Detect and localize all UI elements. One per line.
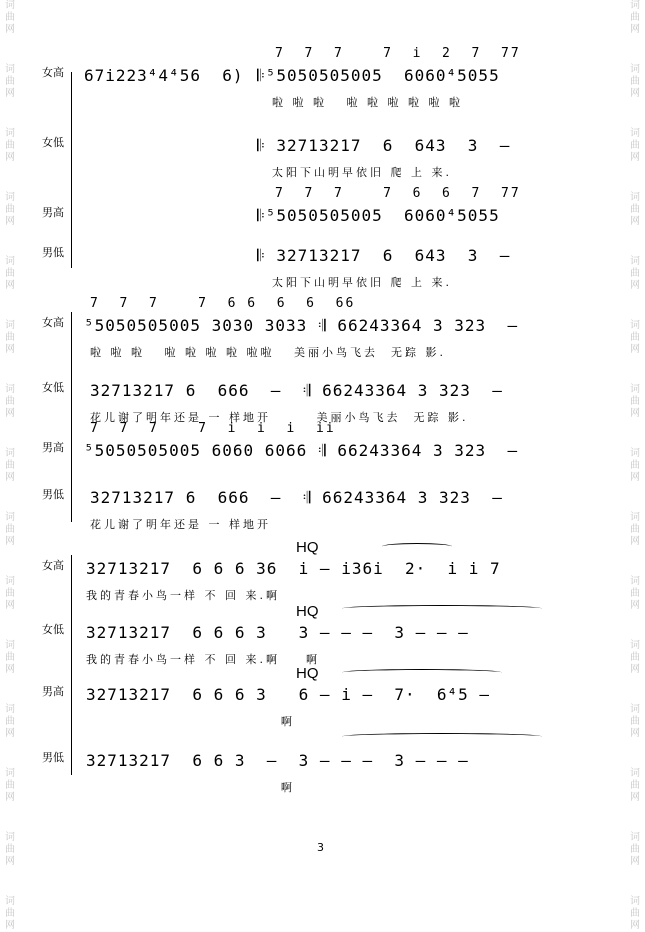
- watermark-text: 词 曲 网: [5, 640, 15, 675]
- watermark-text: 词 曲 网: [630, 384, 640, 419]
- part-soprano: [42, 296, 622, 374]
- part-bass: [42, 745, 622, 809]
- watermark-text: 词 曲 网: [5, 0, 15, 35]
- upper-notes: 7 7 7 7 i i i ii: [90, 421, 336, 436]
- intro-notes: 67i223⁴4⁴56 6): [84, 66, 244, 85]
- watermark-text: 词 曲 网: [5, 320, 15, 355]
- watermark-text: 词 曲 网: [630, 320, 640, 355]
- part-name: 女低: [42, 381, 64, 394]
- part-name: 男低: [42, 751, 64, 764]
- part-tenor: [42, 679, 622, 743]
- watermark-text: 词 曲 网: [5, 64, 15, 99]
- lyrics-line: 花儿谢了明年还是 一 样地开: [90, 518, 271, 531]
- lyrics-line: 我的青春小鸟一样 不 回 来.啊: [86, 589, 280, 602]
- part-name: 女高: [42, 66, 64, 79]
- hq-label: HQ: [296, 665, 319, 682]
- lyrics-line: 啦 啦 啦 啦 啦 啦 啦 啦 啦: [272, 96, 463, 109]
- melody-notes: 𝄆 32713217 6 643 3 —: [257, 136, 511, 155]
- watermark-text: 词 曲 网: [5, 192, 15, 227]
- watermark-text: 词 曲 网: [5, 896, 15, 931]
- watermark-text: 词 曲 网: [5, 256, 15, 291]
- watermark-text: 词 曲 网: [630, 704, 640, 739]
- lyrics-line: 啊: [86, 715, 295, 728]
- melody-notes: 𝄆⁵5050505005 6060⁴5055: [257, 206, 500, 225]
- part-bass: [42, 240, 622, 304]
- melody-notes: 32713217 6 6 6 3 3 — — — 3 — — —: [86, 623, 469, 642]
- slur-mark: [382, 543, 452, 550]
- watermark-text: 词 曲 网: [630, 768, 640, 803]
- part-name: 男高: [42, 441, 64, 454]
- watermark-text: 词 曲 网: [630, 192, 640, 227]
- part-alto: [42, 617, 622, 681]
- part-bass: [42, 482, 622, 546]
- watermark-right: [628, 0, 642, 931]
- lyrics-line: 啦 啦 啦 啦 啦 啦 啦 啦啦 美丽小鸟飞去 无踪 影.: [90, 346, 446, 359]
- watermark-text: 词 曲 网: [5, 512, 15, 547]
- watermark-text: 词 曲 网: [5, 448, 15, 483]
- watermark-text: 词 曲 网: [630, 448, 640, 483]
- lyrics-line: 我的青春小鸟一样 不 回 来.啊 啊: [86, 653, 320, 666]
- upper-notes: 7 7 7 7 6 6 7 77: [275, 186, 521, 201]
- watermark-text: 词 曲 网: [630, 256, 640, 291]
- upper-notes: 7 7 7 7 6 6 6 6 66: [90, 296, 356, 311]
- lyrics-line: 太阳下山明早依旧 爬 上 来.: [272, 166, 452, 179]
- page-number: 3: [317, 841, 324, 854]
- melody-notes: 32713217 6 666 — 𝄇 66243364 3 323 —: [90, 488, 503, 507]
- part-name: 女高: [42, 559, 64, 572]
- part-alto: [42, 130, 622, 194]
- watermark-text: 词 曲 网: [5, 384, 15, 419]
- part-name: 男高: [42, 685, 64, 698]
- slur-mark: [342, 669, 502, 676]
- hq-label: HQ: [296, 539, 319, 556]
- melody-notes: 32713217 6 6 3 — 3 — — — 3 — — —: [86, 751, 469, 770]
- part-name: 男低: [42, 246, 64, 259]
- score-system-3: [42, 539, 622, 803]
- watermark-text: 词 曲 网: [630, 832, 640, 867]
- watermark-text: 词 曲 网: [5, 128, 15, 163]
- score-system-2: [42, 296, 622, 540]
- melody-notes: 32713217 6 6 6 3 6 — i — 7· 6⁴5 —: [86, 685, 491, 704]
- part-name: 女高: [42, 316, 64, 329]
- part-name: 女低: [42, 136, 64, 149]
- part-name: 男低: [42, 488, 64, 501]
- melody-notes: 𝄆⁵5050505005 6060⁴5055: [257, 66, 500, 85]
- part-soprano: [42, 46, 622, 124]
- melody-notes: 𝄆 32713217 6 643 3 —: [257, 246, 511, 265]
- hq-label: HQ: [296, 603, 319, 620]
- melody-notes: ⁵5050505005 3030 3033 𝄇 66243364 3 323 —: [84, 316, 519, 335]
- watermark-text: 词 曲 网: [5, 576, 15, 611]
- watermark-text: 词 曲 网: [630, 64, 640, 99]
- watermark-text: 词 曲 网: [630, 128, 640, 163]
- lyrics-line: 太阳下山明早依旧 爬 上 来.: [272, 276, 452, 289]
- watermark-text: 词 曲 网: [630, 512, 640, 547]
- score-system-1: [42, 46, 622, 290]
- part-name: 女低: [42, 623, 64, 636]
- slur-mark: [342, 733, 542, 740]
- watermark-text: 词 曲 网: [630, 0, 640, 35]
- lyrics-line: 花儿谢了明年还是 一 样地开 美丽小鸟飞去 无踪 影.: [90, 411, 469, 424]
- watermark-text: 词 曲 网: [5, 768, 15, 803]
- watermark-text: 词 曲 网: [630, 640, 640, 675]
- slur-mark: [342, 605, 542, 612]
- watermark-text: 词 曲 网: [630, 576, 640, 611]
- watermark-left: [3, 0, 17, 931]
- watermark-text: 词 曲 网: [5, 704, 15, 739]
- part-name: 男高: [42, 206, 64, 219]
- melody-notes: 32713217 6 6 6 36 i — i36i 2· i i 7: [86, 559, 501, 578]
- upper-notes: 7 7 7 7 i 2 7 77: [275, 46, 521, 61]
- melody-notes: 32713217 6 666 — 𝄇 66243364 3 323 —: [90, 381, 503, 400]
- watermark-text: 词 曲 网: [630, 896, 640, 931]
- watermark-text: 词 曲 网: [5, 832, 15, 867]
- lyrics-line: 啊: [86, 781, 295, 794]
- melody-notes: ⁵5050505005 6060 6066 𝄇 66243364 3 323 —: [84, 441, 519, 460]
